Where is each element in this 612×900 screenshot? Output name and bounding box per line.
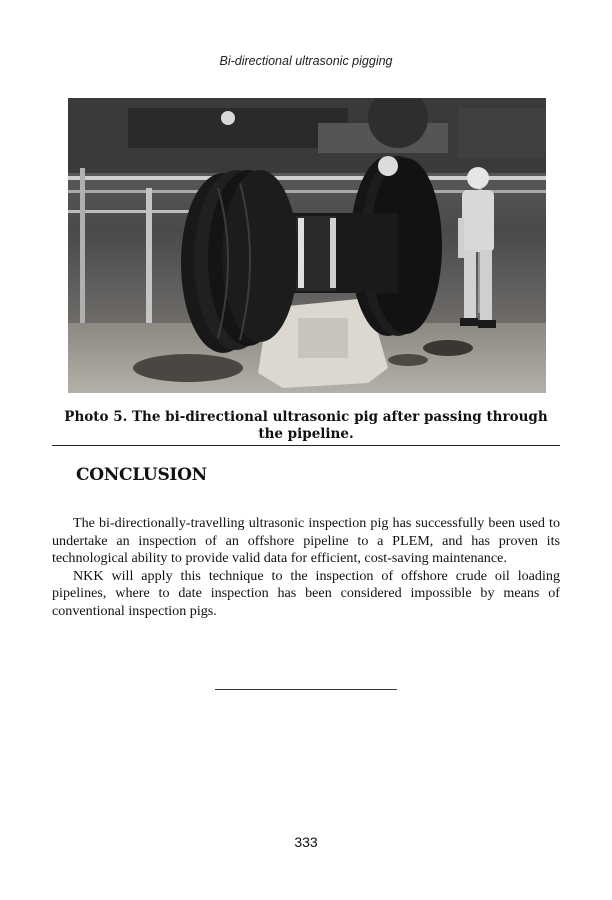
- section-end-rule: [215, 689, 397, 690]
- figure-caption: Photo 5. The bi-directional ultrasonic pig after passing through the pipeline.: [64, 409, 548, 442]
- paragraph: NKK will apply this technique to the inspection of offshore crude oil loading pipelines, where to date inspection has been considered impossible by means of conventional inspection pigs.: [52, 567, 560, 619]
- pig-photo: [68, 98, 546, 393]
- caption-divider: [52, 445, 560, 446]
- running-header: Bi-directional ultrasonic pigging: [219, 54, 393, 68]
- section-body: [52, 515, 560, 621]
- section-heading: CONCLUSION: [76, 465, 207, 485]
- page-number: 333: [294, 834, 318, 850]
- paragraph: The bi-directionally-travelling ultrasonic inspection pig has successfully been used to undertake an inspection of an offshore pipeline to a PLEM, and has proven its technological ability to provide valid data for efficient, cost-saving maintenance.: [52, 515, 560, 567]
